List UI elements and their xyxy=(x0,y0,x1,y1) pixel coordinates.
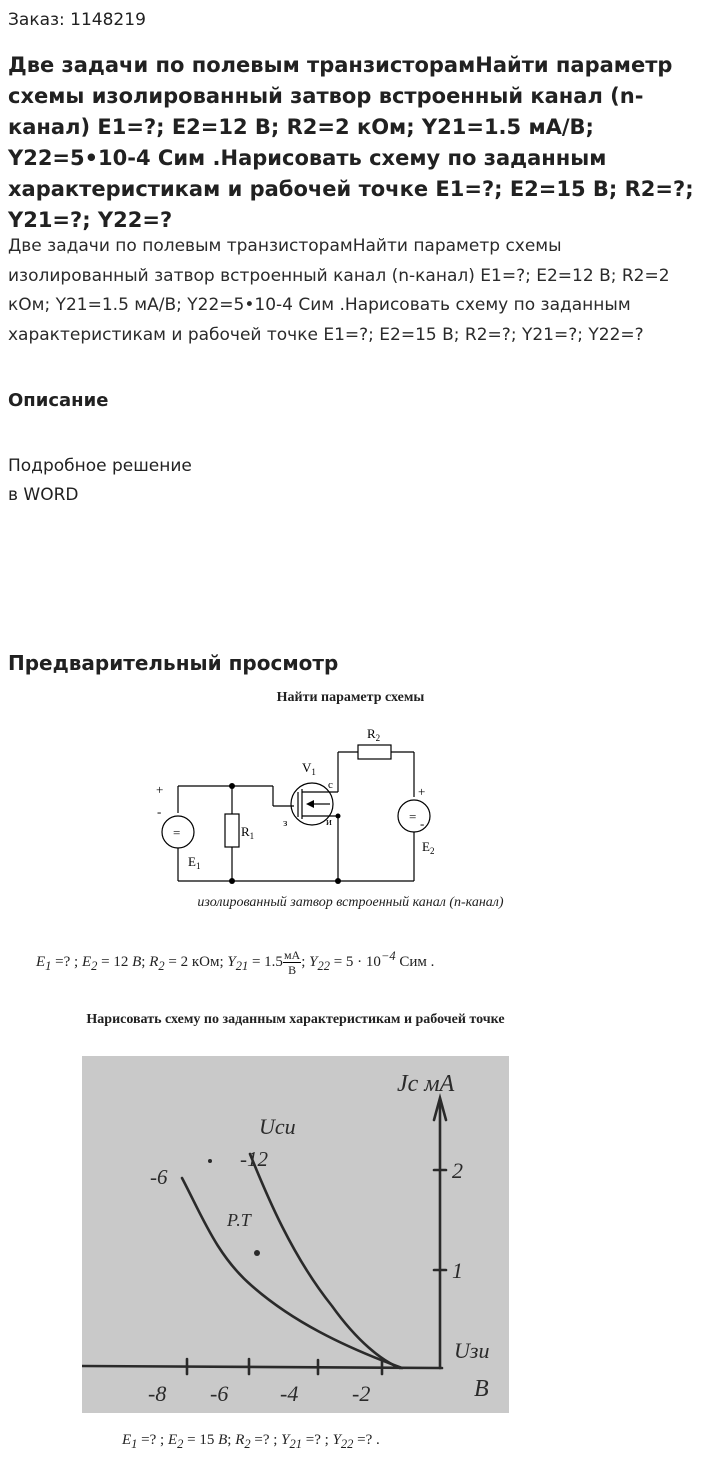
e1-symbol: = xyxy=(173,825,181,840)
y-axis-label: Jс мА xyxy=(397,1071,455,1097)
circuit-diagram xyxy=(140,718,460,888)
task-text: Две задачи по полевым транзисторамНайти параметр схемы изолированный затвор встроенный канал (n-канал) E1=?; E2=12 В; R2=2 кОм; Y21=1.5 мА/В; Y22=5•10-4 Сим .Нарисовать схему по заданным характеристикам и рабочей точке E1=?; E2=15 В; R2=?; Y21=?; Y22=? xyxy=(8,236,670,345)
curve-label: Uси xyxy=(259,1114,296,1139)
e2-symbol: = xyxy=(409,809,417,824)
task2-heading: Нарисовать схему по заданным характеристикам и рабочей точке xyxy=(86,1012,505,1027)
r1-label: $R_1$ xyxy=(241,824,255,841)
circuit-caption: изолированный затвор встроенный канал (n-канал) xyxy=(197,895,504,910)
x-axis-label: Uзи xyxy=(454,1338,490,1363)
x-tick-label: -8 xyxy=(148,1381,167,1406)
formula-1: $E_1$ =? ; $E_2 = 12$ В; $R_2 = 2$ кОм; $Y_{21} = 1.5$ $\frac{мА}{В}$ ; $Y_{22} = 5 \cdot 10^{-4}$ Сим . xyxy=(36,948,435,977)
y-tick-1: 1 xyxy=(452,1258,463,1283)
e1-minus: - xyxy=(157,804,162,819)
e1-plus: + xyxy=(156,782,164,797)
task1-heading: Найти параметр схемы xyxy=(276,690,425,705)
description-line: в WORD xyxy=(8,485,79,505)
e1-label: $E_1$ xyxy=(188,854,201,871)
page-title: Две задачи по полевым транзисторамНайти параметр схемы изолированный затвор встроенный канал (n-канал) E1=?; E2=12 В; R2=2 кОм; Y21=1.5 мА/В; Y22=5•10-4 Сим .Нарисовать схему по заданным характеристикам и рабочей точке E1=?; E2=15 В; R2=?; Y21=?; Y22=? xyxy=(8,53,694,232)
gate-label: з xyxy=(283,817,288,829)
x-tick-label: -4 xyxy=(280,1381,299,1406)
formula-2: $E_1$ =? ; $E_2 = 15$ В; $R_2$ =? ; $Y_{21}$ =? ; $Y_{22}$ =? . xyxy=(122,1432,380,1451)
drain-label: с xyxy=(328,779,333,791)
e2-minus: - xyxy=(420,816,425,831)
y-tick-2: 2 xyxy=(452,1158,463,1183)
x-tick-label: -2 xyxy=(352,1381,371,1406)
source-label: и xyxy=(326,816,332,828)
x-tick-label: -6 xyxy=(210,1381,229,1406)
operating-point-label: Р.Т xyxy=(227,1210,251,1230)
photo-background xyxy=(82,1056,509,1413)
r2-label: $R_2$ xyxy=(367,726,381,743)
preview-heading: Предварительный просмотр xyxy=(8,651,339,675)
e2-label: $E_2$ xyxy=(422,839,435,856)
e2-plus: + xyxy=(418,784,426,799)
description-text xyxy=(8,452,192,510)
characteristic-photo xyxy=(82,1056,509,1413)
curve-value-2: -12 xyxy=(240,1147,268,1171)
v1-label: $V_1$ xyxy=(302,760,316,777)
order-number: Заказ: 1148219 xyxy=(8,10,146,30)
x-unit: В xyxy=(474,1376,489,1402)
description-heading: Описание xyxy=(8,390,109,411)
preview-area xyxy=(0,680,701,1478)
description-line: Подробное решение xyxy=(8,456,192,476)
curve-value-1: -6 xyxy=(150,1165,168,1189)
